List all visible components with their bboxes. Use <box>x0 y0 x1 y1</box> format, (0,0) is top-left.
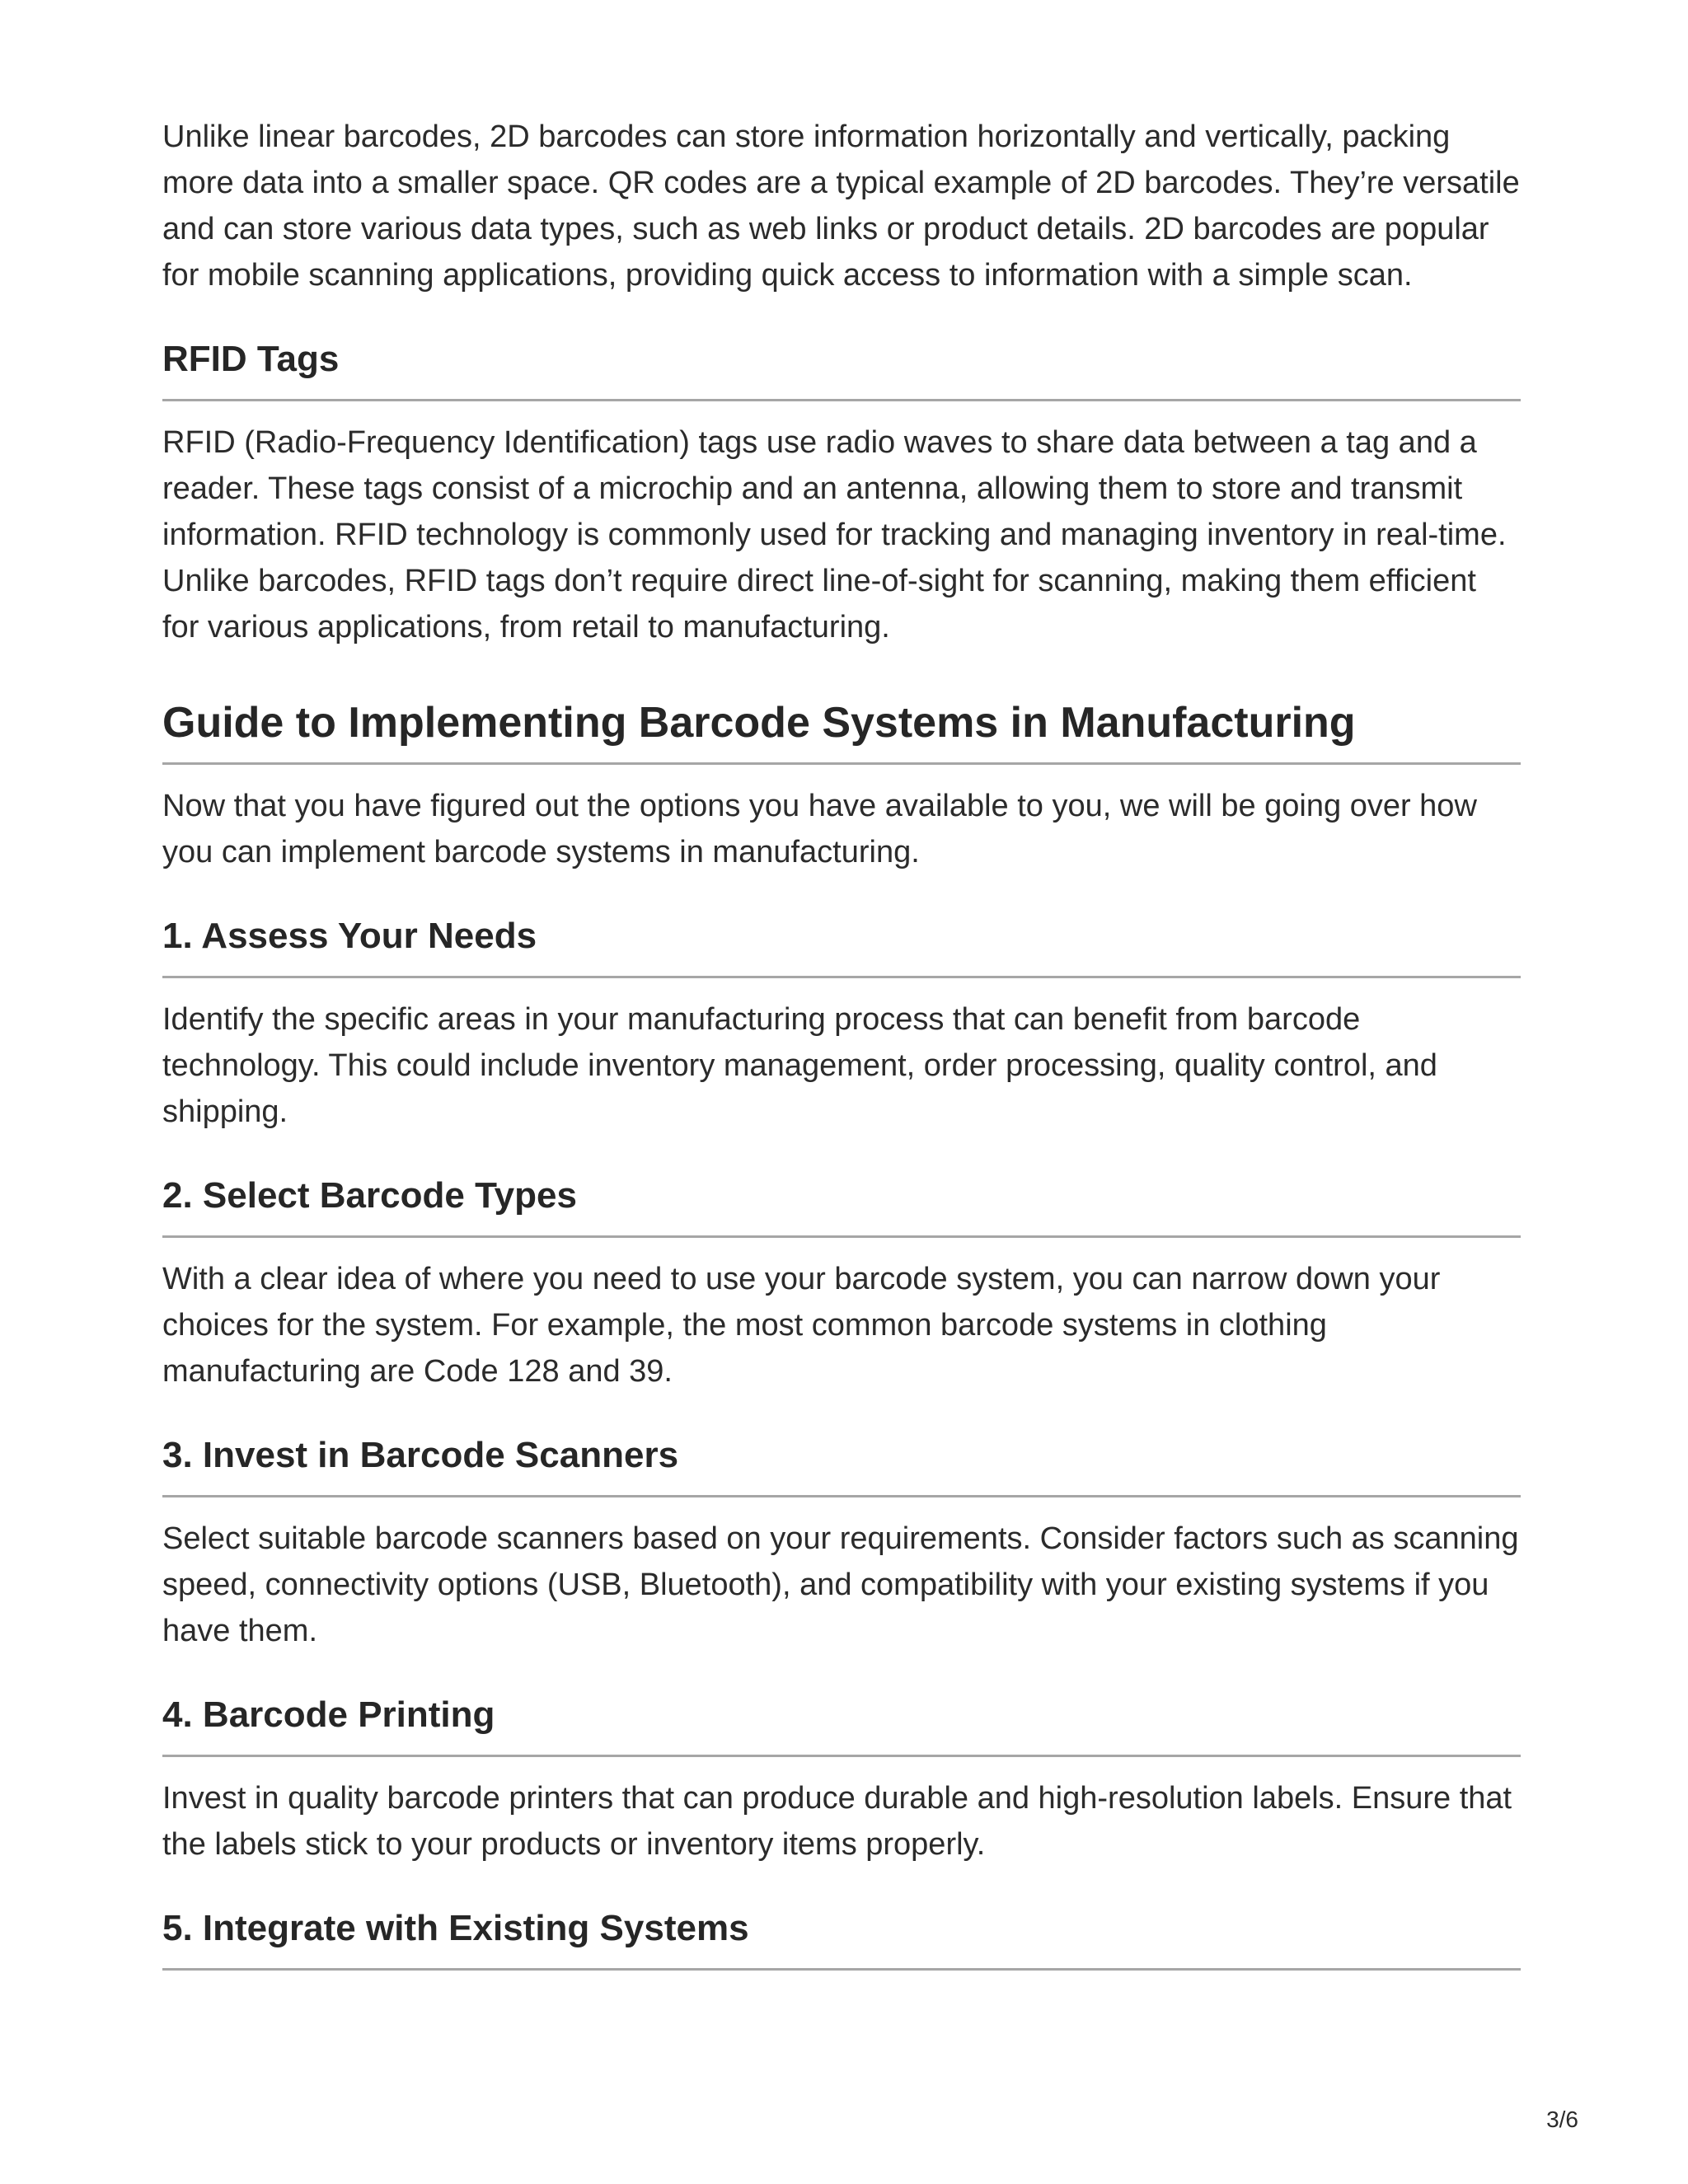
paragraph-guide-intro: Now that you have figured out the options you have available to you, we will be going over how you can implement barcode systems in manufacturing. <box>162 789 1477 869</box>
heading-implementation-guide: Guide to Implementing Barcode Systems in Manufacturing <box>162 696 1521 765</box>
paragraph-invest-scanners: Select suitable barcode scanners based on your requirements. Consider factors such as scanning speed, connectivity options (USB, Bluetooth), and compatibility with your existing systems if you have them. <box>162 1521 1519 1648</box>
paragraph-2d-barcodes: Unlike linear barcodes, 2D barcodes can store information horizontally and vertically, packing more data into a smaller space. QR codes are a typical example of 2D barcodes. They’re versatile and can store various data types, such as web links or product details. 2D barcodes are popular for mobile scanning applications, providing quick access to information with a simple scan. <box>162 120 1520 293</box>
paragraph-rfid-tags: RFID (Radio-Frequency Identification) tags use radio waves to share data between a tag and a reader. These tags consist of a microchip and an antenna, allowing them to store and transmit information. RFID technology is commonly used for tracking and managing inventory in real-time. Unlike barcodes, RFID tags don’t require direct line-of-sight for scanning, making them efficient for various applications, from retail to manufacturing. <box>162 425 1507 644</box>
paragraph-barcode-printing: Invest in quality barcode printers that can produce durable and high-resolution labels. Ensure that the labels stick to your products or inventory items properly. <box>162 1781 1512 1862</box>
paragraph-select-barcode-types: With a clear idea of where you need to use your barcode system, you can narrow down your choices for the system. For example, the most common barcode systems in clothing manufacturing are Code 128 and 39. <box>162 1262 1441 1389</box>
heading-barcode-printing: 4. Barcode Printing <box>162 1692 1521 1757</box>
heading-select-barcode-types: 2. Select Barcode Types <box>162 1173 1521 1238</box>
page-number: 3/6 <box>1546 2107 1578 2132</box>
heading-invest-scanners: 3. Invest in Barcode Scanners <box>162 1432 1521 1497</box>
heading-integrate-systems: 5. Integrate with Existing Systems <box>162 1905 1521 1971</box>
heading-rfid-tags: RFID Tags <box>162 336 1521 401</box>
paragraph-assess-needs: Identify the specific areas in your manufacturing process that can benefit from barcode technology. This could include inventory management, order processing, quality control, and shipping. <box>162 1002 1437 1129</box>
heading-assess-needs: 1. Assess Your Needs <box>162 913 1521 978</box>
document-content <box>162 114 1521 1971</box>
